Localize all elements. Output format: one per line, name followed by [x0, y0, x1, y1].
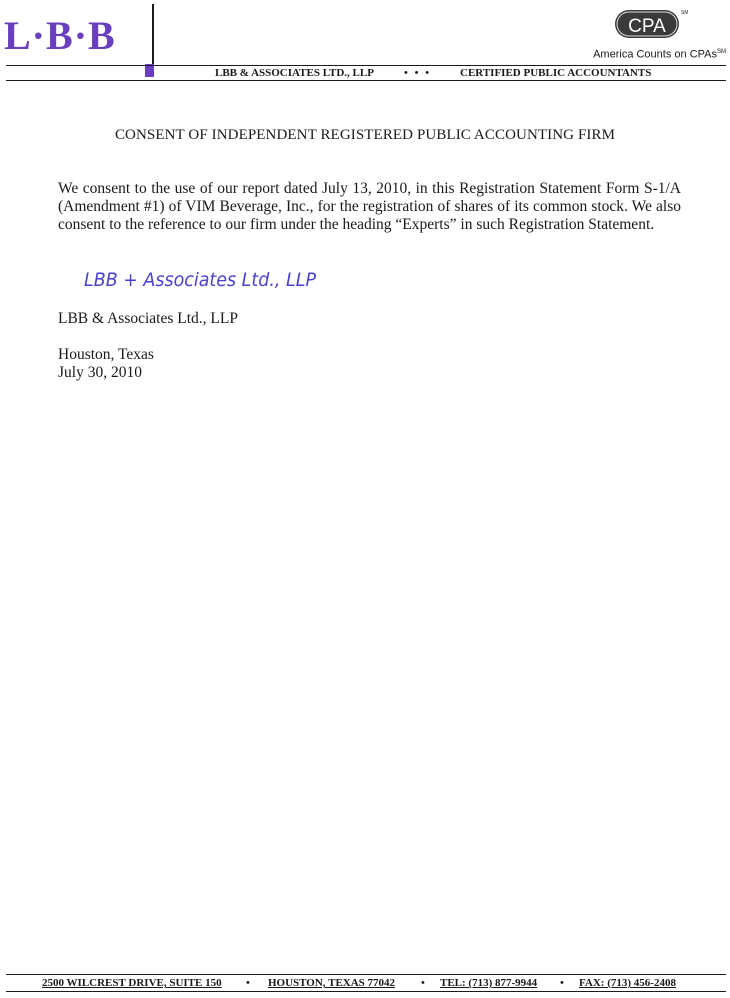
letterhead-strip	[160, 67, 726, 80]
footer-bullet: •	[421, 977, 425, 989]
cpa-badge-icon	[614, 7, 688, 39]
footer-rule-bottom	[6, 991, 726, 992]
handwritten-signature	[84, 262, 334, 294]
header-rule-top	[6, 65, 726, 66]
letterhead-separator: • • •	[404, 67, 432, 79]
signature-text: LBB + Associates Ltd., LLP	[84, 269, 317, 291]
cpa-badge-sm: SM	[681, 10, 688, 16]
signatory-name: LBB & Associates Ltd., LLP	[58, 310, 238, 327]
cpa-tagline-sm: SM	[717, 49, 726, 55]
consent-paragraph: We consent to the use of our report dated July 13, 2010, in this Registration Statement Form S-1/A (Amendment #1) of VIM Beverage, Inc., for the registration of shares of its common stock. We also consent to the reference to our firm under the heading “Experts” in such Registration Statement.	[58, 180, 681, 233]
cpa-tagline-text: America Counts on CPAs	[593, 48, 717, 61]
footer-contact-strip	[0, 976, 730, 990]
cpa-badge-label: CPA	[628, 16, 666, 37]
document-title: CONSENT OF INDEPENDENT REGISTERED PUBLIC ACCOUNTING FIRM	[114, 127, 616, 143]
footer-fax: FAX: (713) 456-2408	[579, 977, 676, 989]
footer-address: 2500 WILCREST DRIVE, SUITE 150	[42, 977, 222, 989]
firm-logo: L·B·B	[4, 13, 116, 58]
logo-divider-bar	[152, 4, 154, 66]
letterhead-firm-name: LBB & ASSOCIATES LTD., LLP	[215, 67, 374, 79]
signing-date: July 30, 2010	[58, 364, 142, 381]
footer-city: HOUSTON, TEXAS 77042	[268, 977, 396, 989]
footer-bullet: •	[560, 977, 564, 989]
signing-location: Houston, Texas	[58, 346, 154, 363]
header-rule-bottom	[6, 80, 726, 81]
cpa-tagline	[560, 46, 726, 62]
footer-rule-top	[6, 974, 726, 975]
letterhead-practice: CERTIFIED PUBLIC ACCOUNTANTS	[460, 67, 652, 79]
footer-phone: TEL: (713) 877-9944	[440, 977, 538, 989]
footer-bullet: •	[246, 977, 250, 989]
